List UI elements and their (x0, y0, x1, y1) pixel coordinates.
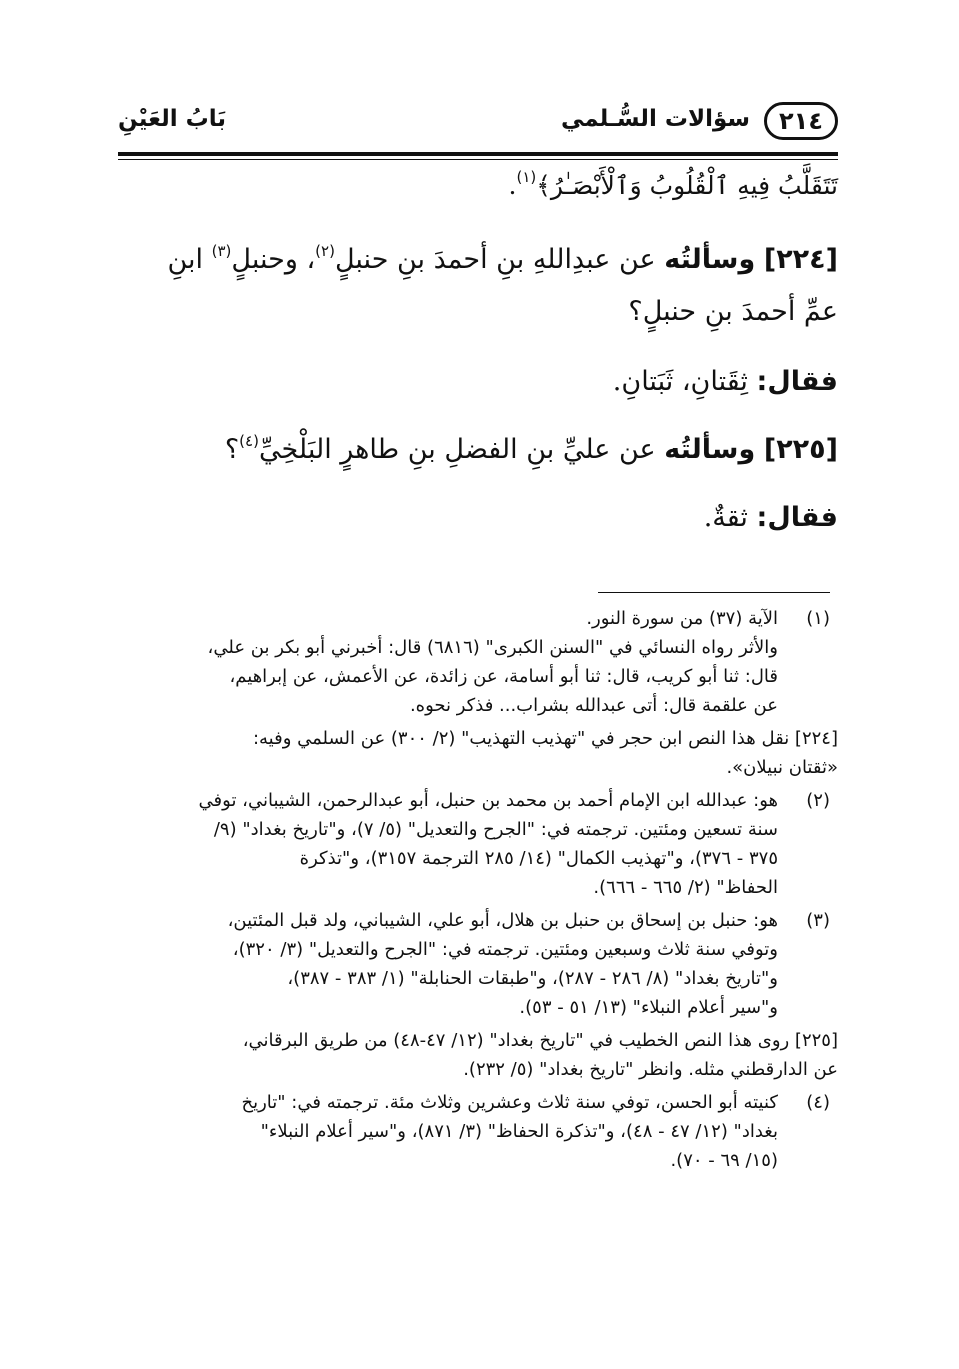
footnote-line: بغداد" (١٢/ ٤٧ - ٤٨)، و"تذكرة الحفاظ" (٣/ ٨٧١)، و"سير أعلام النبلاء" (260, 1121, 778, 1142)
answer-lead: فقال: (756, 366, 838, 397)
footnote-marker: (١) (806, 608, 830, 629)
footnote-3 (118, 906, 838, 1022)
footnote-line: و"سير أعلام النبلاء" (١٣/ ٥١ - ٥٣). (519, 997, 778, 1018)
footnote-divider (598, 592, 830, 593)
quran-verse (509, 168, 838, 200)
question-text: عن عبدِاللهِ بنِ أحمدَ بنِ حنبلٍ (334, 244, 656, 275)
footnote-ref-2: (٢) (315, 242, 335, 260)
answer-224 (613, 366, 838, 397)
footnote-224 (118, 724, 838, 782)
footnote-line: «ثقتان نبيلان». (726, 757, 838, 778)
header-rule-thin (118, 159, 838, 160)
footnote-line: وتوفي سنة ثلاث وسبعين ومئتين. ترجمته في: "الجرح والتعديل" (٣/ ٣٢٠)، (232, 939, 778, 960)
footnote-line: عن الدارقطني مثله. وانظر "تاريخ بغداد" (٥/ ٢٣٢). (463, 1059, 838, 1080)
question-224-line-2: عمِّ أحمدَ بنِ حنبلٍ؟ (628, 296, 838, 327)
footnote-marker: (٤) (806, 1092, 830, 1113)
answer-lead: فقال: (756, 502, 838, 533)
footnote-4 (118, 1088, 838, 1175)
question-text-mid: ، وحنبلٍ (231, 244, 316, 275)
footnote-ref-4: (٤) (239, 432, 259, 450)
question-text: عن عليِّ بنِ الفضلِ بنِ طاهرٍ البَلْخِيِّ (258, 434, 656, 465)
book-title: سؤالات السُّـلمي (560, 106, 750, 132)
footnote-line: (١٥/ ٦٩ - ٧٠). (670, 1150, 778, 1171)
footnote-line: هو: عبدالله ابن الإمام أحمد بن محمد بن حنبل، أبو عبدالرحمن، الشيباني، توفي (198, 790, 778, 811)
question-224-line-1 (167, 242, 838, 275)
footnote-line: [٢٢٤] نقل هذا النص ابن حجر في "تهذيب التهذيب" (٢/ ٣٠٠) عن السلمي وفيه: (252, 728, 838, 749)
footnote-line: قال: ثنا أبو كريب، قال: ثنا أبو أسامة، عن زائدة، عن الأعمش، عن إبراهيم، (229, 666, 778, 687)
question-text-tail: ابنِ (167, 244, 204, 275)
chapter-title: بَابُ العَيْنِ (118, 106, 226, 132)
footnotes (118, 604, 838, 1179)
verse-footnote-ref: (١) (516, 168, 537, 186)
question-lead: وسألتُه (664, 434, 756, 465)
answer-text: ثقةٌ. (703, 502, 748, 533)
header-rule-thick (118, 152, 838, 156)
question-lead: وسألتُه (664, 244, 756, 275)
entry-number-225: [٢٢٥] (763, 434, 838, 465)
footnote-line: الحفاظ" (٢/ ٦٦٥ - ٦٦٦). (593, 877, 778, 898)
answer-225 (704, 502, 838, 533)
answer-text: ثِقَتانِ، ثَبَتانِ. (612, 366, 748, 397)
footnote-line: سنة تسعين ومئتين. ترجمته في: "الجرح والتعديل" (٥/ ٧)، و"تاريخ بغداد" (٩/ (213, 819, 778, 840)
footnote-line: [٢٢٥] روى هذا النص الخطيب في "تاريخ بغداد" (١٢/ ٤٧-٤٨) من طريق البرقاني، (242, 1030, 838, 1051)
entry-number-224: [٢٢٤] (763, 244, 838, 275)
question-225 (225, 432, 838, 465)
footnote-line: كنيته أبو الحسن، توفي سنة ثلاث وعشرين وثلاث مئة. ترجمته في: "تاريخ (241, 1092, 778, 1113)
footnote-line: ٣٧٥ - ٣٧٦)، و"تهذيب الكمال" (١٤/ ٢٨٥ الترجمة ٣١٥٧)، و"تذكرة (299, 848, 778, 869)
question-end: ؟ (224, 434, 240, 465)
verse-end: . (508, 171, 517, 200)
footnote-2 (118, 786, 838, 902)
footnote-marker: (٣) (806, 910, 830, 931)
page-header (118, 96, 838, 154)
footnote-marker: (٢) (806, 790, 830, 811)
footnote-line: والأثر رواه النسائي في "السنن الكبرى" (٦٨١٦) قال: أخبرني أبو بكر بن علي، (207, 637, 778, 658)
footnote-225 (118, 1026, 838, 1084)
footnote-line: عن علقمة قال: أتى عبدالله بشراب... فذكر نحوه. (409, 695, 778, 716)
verse-text: تَتَقَلَّبُ فِيهِ ٱلْقُلُوبُ وَٱلْأَبْصَـٰرُ﴾ (536, 171, 838, 200)
footnote-line: الآية (٣٧) من سورة النور. (586, 608, 778, 629)
page-number-badge: ٢١٤ (764, 102, 838, 140)
footnote-line: و"تاريخ بغداد" (٨/ ٢٨٦ - ٢٨٧)، و"طبقات الحنابلة" (١/ ٣٨٣ - ٣٨٧)، (287, 968, 778, 989)
footnote-line: هو: حنبل بن إسحاق بن حنبل بن هلال، أبو علي، الشيباني، ولد قبل المئتين، (227, 910, 778, 931)
footnote-ref-3: (٣) (211, 242, 232, 260)
footnote-1 (118, 604, 838, 720)
